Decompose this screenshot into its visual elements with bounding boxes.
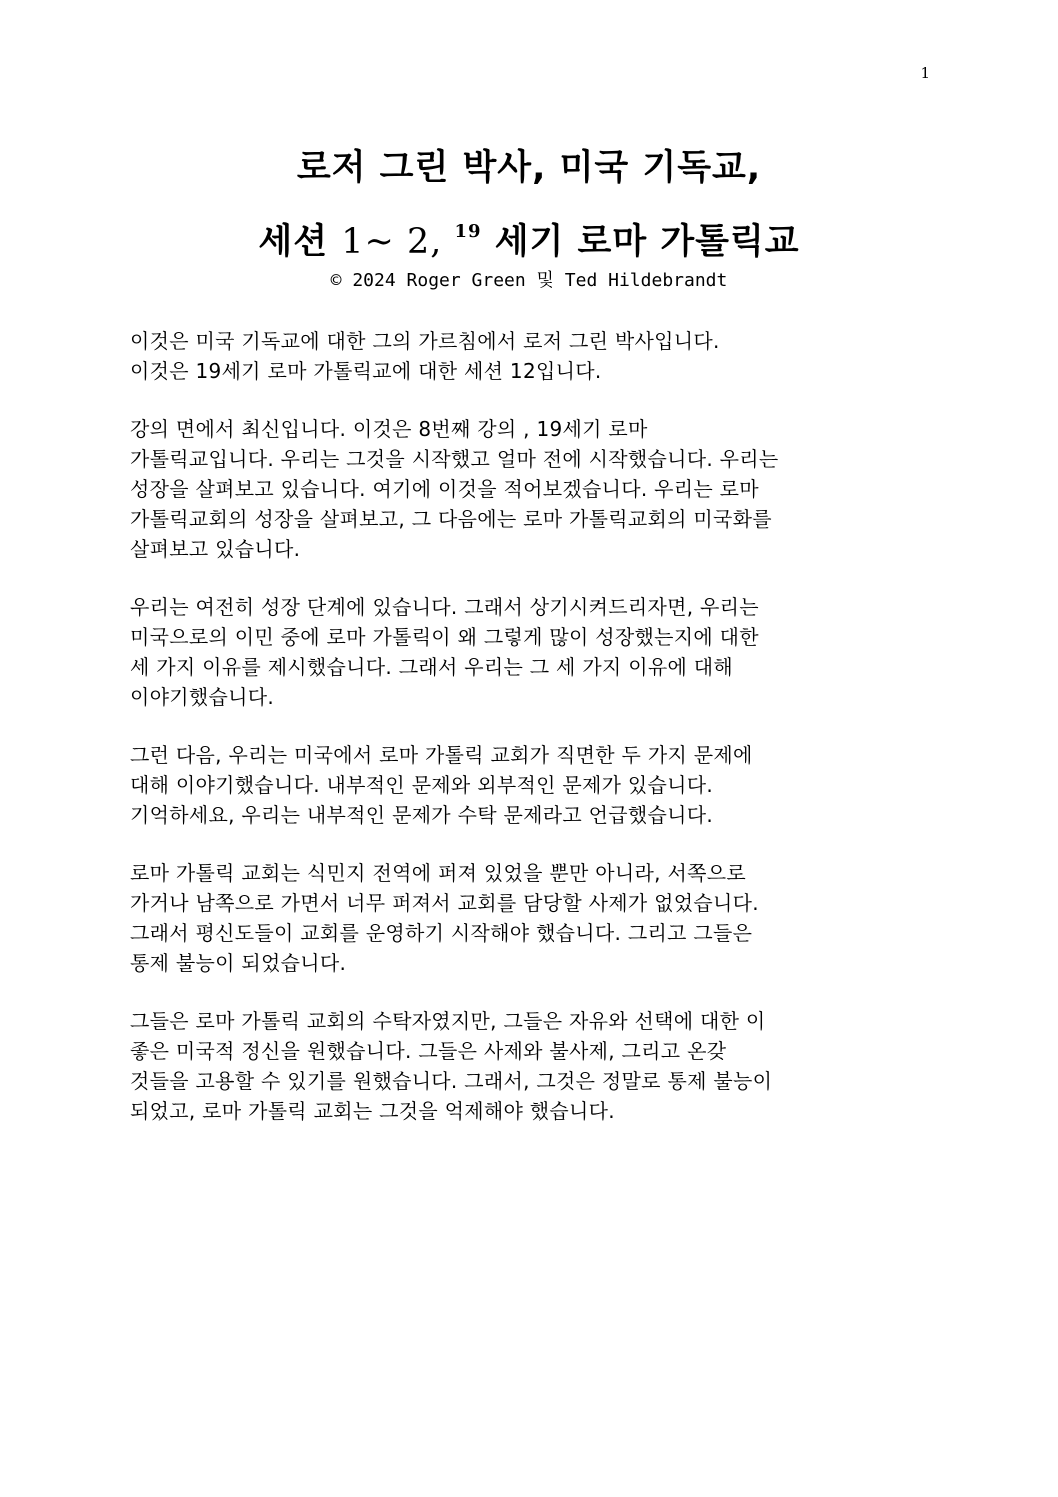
text-line: 이것은 미국 기독교에 대한 그의 가르침에서 로저 그린 박사입니다. — [130, 329, 720, 353]
text-line: 그런 다음, 우리는 미국에서 로마 가톨릭 교회가 직면한 두 가지 문제에 — [130, 743, 753, 767]
text-line: 세 가지 이유를 제시했습니다. 그래서 우리는 그 세 가지 이유에 대해 — [130, 655, 733, 679]
text-line: 되었고, 로마 가톨릭 교회는 그것을 억제해야 했습니다. — [130, 1099, 615, 1123]
title-line-2-part-a: 세션 — [258, 222, 342, 262]
text-line: 미국으로의 이민 중에 로마 가톨릭이 왜 그렇게 많이 성장했는지에 대한 — [130, 625, 759, 649]
text-line: 기억하세요, 우리는 내부적인 문제가 수탁 문제라고 언급했습니다. — [130, 803, 713, 827]
title-line-2 — [0, 200, 1058, 274]
text-line: 그래서 평신도들이 교회를 운영하기 시작해야 했습니다. 그리고 그들은 — [130, 921, 753, 945]
paragraph-3 — [130, 592, 930, 712]
text-line: 성장을 살펴보고 있습니다. 여기에 이것을 적어보겠습니다. 우리는 로마 — [130, 477, 759, 501]
text-line: 이것은 19세기 로마 가톨릭교에 대한 세션 12입니다. — [130, 359, 602, 383]
text-line: 그들은 로마 가톨릭 교회의 수탁자였지만, 그들은 자유와 선택에 대한 이 — [130, 1009, 766, 1033]
document-title — [0, 136, 1058, 274]
paragraph-4 — [130, 740, 930, 830]
text-line: 강의 면에서 최신입니다. 이것은 8번째 강의 , 19세기 로마 — [130, 417, 648, 441]
paragraph-5 — [130, 858, 930, 978]
text-line: 가톨릭교입니다. 우리는 그것을 시작했고 얼마 전에 시작했습니다. 우리는 — [130, 447, 779, 471]
text-line: 대해 이야기했습니다. 내부적인 문제와 외부적인 문제가 있습니다. — [130, 773, 713, 797]
paragraph-1 — [130, 326, 930, 386]
copyright-line: © 2024 Roger Green 및 Ted Hildebrandt — [330, 270, 728, 291]
text-line: 로마 가톨릭 교회는 식민지 전역에 퍼져 있었을 뿐만 아니라, 서쪽으로 — [130, 861, 746, 885]
paragraph-2 — [130, 414, 930, 564]
title-line-2-superscript: 19 — [454, 221, 482, 242]
text-line: 가톨릭교회의 성장을 살펴보고, 그 다음에는 로마 가톨릭교회의 미국화를 — [130, 507, 772, 531]
title-line-1: 로저 그린 박사, 미국 기독교, — [296, 148, 762, 188]
text-line: 이야기했습니다. — [130, 685, 274, 709]
title-line-2-part-c: 세기 로마 가톨릭교 — [481, 222, 800, 262]
text-line: 통제 불능이 되었습니다. — [130, 951, 347, 975]
page-number: 1 — [920, 64, 930, 82]
body-text — [130, 326, 930, 1154]
paragraph-6 — [130, 1006, 930, 1126]
text-line: 것들을 고용할 수 있기를 원했습니다. 그래서, 그것은 정말로 통제 불능이 — [130, 1069, 773, 1093]
text-line: 우리는 여전히 성장 단계에 있습니다. 그래서 상기시켜드리자면, 우리는 — [130, 595, 759, 619]
text-line: 좋은 미국적 정신을 원했습니다. 그들은 사제와 불사제, 그리고 온갖 — [130, 1039, 727, 1063]
text-line: 살펴보고 있습니다. — [130, 537, 301, 561]
text-line: 가거나 남쪽으로 가면서 너무 퍼져서 교회를 담당할 사제가 없었습니다. — [130, 891, 759, 915]
title-line-2-part-b: 1~ 2, — [341, 222, 455, 262]
